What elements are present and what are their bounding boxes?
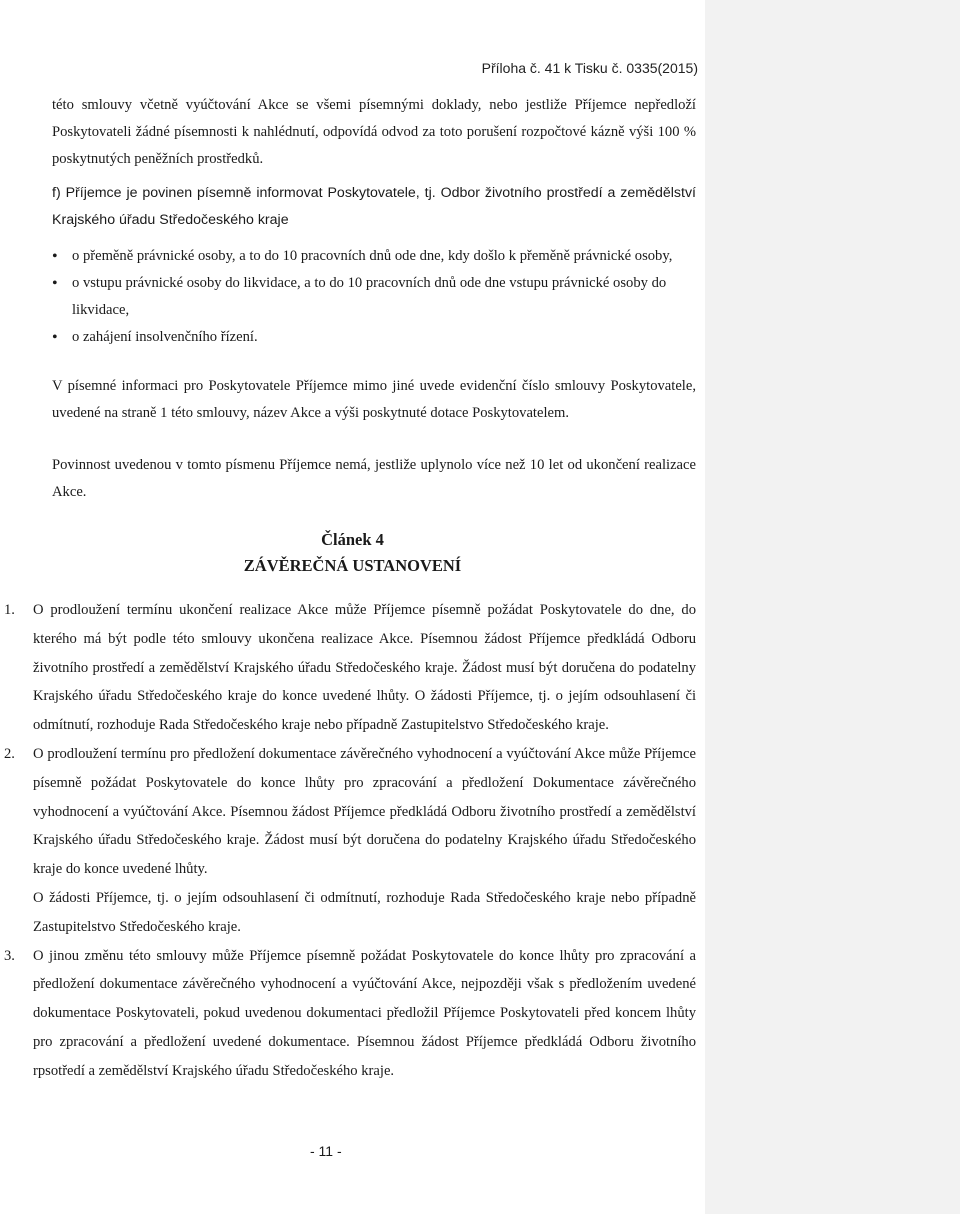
obligation-paragraph: Povinnost uvedenou v tomto písmenu Příjemce nemá, jestliže uplynolo více než 10 let od ukončení realizace Akce. (52, 457, 696, 500)
item-number: 3. (4, 947, 15, 964)
item-extra-text: O žádosti Příjemce, tj. o jejím odsouhlasení či odmítnutí, rozhoduje Rada Středočeského kraje nebo případně Zastupitelstvo Středočeského kraje. (33, 889, 696, 935)
numbered-item (4, 740, 696, 942)
intro-paragraph: této smlouvy včetně vyúčtování Akce se všemi písemnými doklady, nebo jestliže Příjemce nepředloží Poskytovateli žádné písemnosti k nahlédnutí, odpovídá odvod za toto porušení rozpočtové kázně výši 100 % poskytnutých peněžních prostředků. (52, 97, 696, 167)
page-number: - 11 - (310, 1143, 342, 1159)
numbered-item (4, 596, 696, 740)
final-provisions-list (4, 596, 696, 1086)
bullet-item: • o přeměně právnické osoby, a to do 10 pracovních dnů ode dne, kdy došlo k přeměně právnické osoby, (52, 243, 696, 270)
bullet-item: • o vstupu právnické osoby do likvidace, a to do 10 pracovních dnů ode dne vstupu právnické osoby do likvidace, (52, 270, 696, 324)
annex-header: Příloha č. 41 k Tisku č. 0335(2015) (481, 60, 698, 76)
item-text: O prodloužení termínu pro předložení dokumentace závěrečného vyhodnocení a vyúčtování Akce může Příjemce písemně požádat Poskytovatele do konce lhůty pro zpracování a předložení Dokumentace závěrečného vyhodnocení a vyúčtování Akce. Písemnou žádost Příjemce předkládá Odboru životního prostředí a zemědělství Krajského úřadu Středočeského kraje. Žádost musí být doručena do podatelny Krajského úřadu Středočeského kraje do konce uvedené lhůty. (33, 745, 696, 878)
item-number: 1. (4, 602, 15, 618)
item-text: O jinou změnu této smlouvy může Příjemce písemně požádat Poskytovatele do konce lhůty pro zpracování a předložení dokumentace závěrečného vyhodnocení a vyúčtování Akce, nejpozději však s předložením uvedené dokumentace Poskytovateli, pokud uvedenou dokumentaci předložil Příjemce Poskytovateli před koncem lhůty pro zpracování a předložení uvedené dokumentace. Písemnou žádost Příjemce předkládá Odboru životního rpsotředí a zemědělství Krajského úřadu Středočeského kraje. (33, 947, 696, 1079)
numbered-item (4, 942, 696, 1086)
item-f-paragraph: f) Příjemce je povinen písemně informovat Poskytovatele, tj. Odbor životního prostředí a zemědělství Krajského úřadu Středočeského kraje (52, 185, 696, 228)
comment-margin (705, 0, 960, 1214)
notification-bullet-list (52, 243, 696, 351)
item-number: 2. (4, 745, 15, 762)
information-paragraph: V písemné informaci pro Poskytovatele Příjemce mimo jiné uvede evidenční číslo smlouvy Poskytovatele, uvedené na straně 1 této smlouvy, název Akce a výši poskytnuté dotace Poskytovatelem. (52, 378, 696, 421)
item-text: O prodloužení termínu ukončení realizace Akce může Příjemce písemně požádat Poskytovatele do dne, do kterého má být podle této smlouvy ukončena realizace Akce. Písemnou žádost Příjemce předkládá Odboru životního prostředí a zemědělství Krajského úřadu Středočeského kraje. Žádost musí být doručena do podatelny Krajského úřadu Středočeského kraje do konce uvedené lhůty. O žádosti Příjemce, tj. o jejím odsouhlasení či odmítnutí, rozhoduje Rada Středočeského kraje nebo případně Zastupitelstvo Středočeského kraje. (33, 602, 696, 734)
article-title: ZÁVĚREČNÁ USTANOVENÍ (243, 556, 462, 575)
article-number: Článek 4 (321, 530, 384, 549)
bullet-item: • o zahájení insolvenčního řízení. (52, 324, 696, 351)
